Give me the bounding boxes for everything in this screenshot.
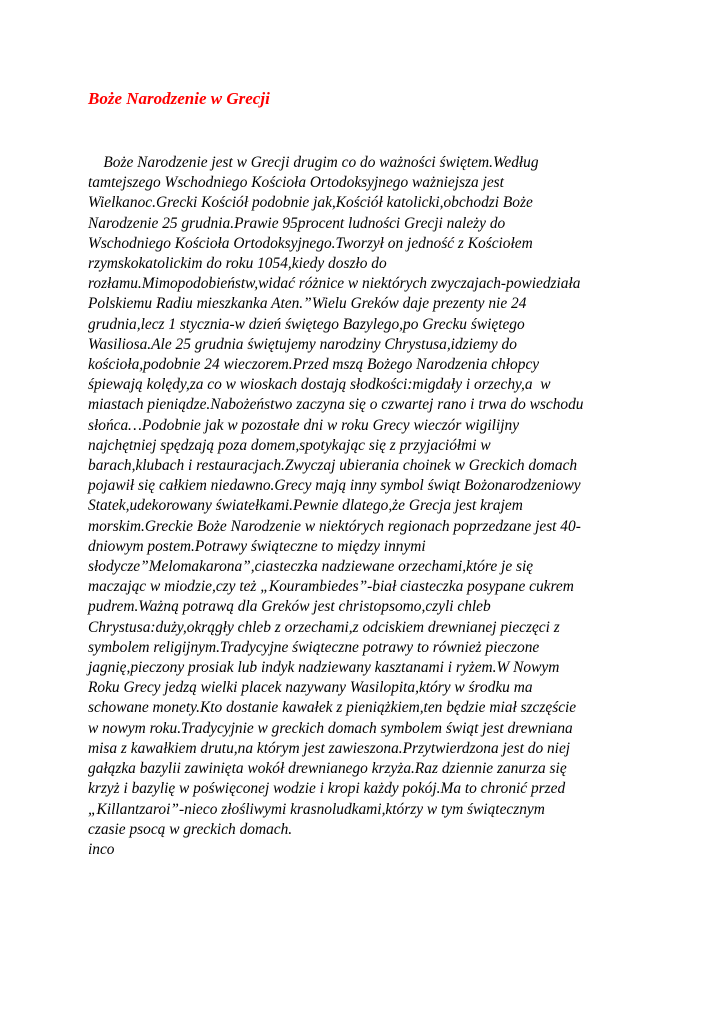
body-line: Roku Grecy jedzą wielki placek nazywany Wasilopita,który w środku ma [88, 679, 533, 697]
body-line: tamtejszego Wschodniego Kościoła Ortodoksyjnego ważniejsza jest [88, 174, 504, 192]
body-line: morskim.Greckie Boże Narodzenie w niektórych regionach poprzedzane jest 40- [88, 517, 581, 535]
author-signature: inco [88, 841, 115, 858]
body-line: jagnię,pieczony prosiak lub indyk nadziewany kasztanami i ryżem.W Nowym [88, 659, 560, 677]
body-line: rzymskokatolickim do roku 1054,kiedy doszło do [88, 255, 387, 273]
body-line: słodycze”Melomakarona”,ciasteczka nadziewane orzechami,które je się [88, 558, 534, 576]
body-line: słońca…Podobnie jak w pozostałe dni w roku Grecy wieczór wigilijny [88, 416, 520, 434]
body-line: grudnia,lecz 1 stycznia-w dzień świętego Bazylego,po Grecku świętego [88, 315, 525, 333]
body-line: maczając w miodzie,czy też „Kourambiedes”-biał ciasteczka posypane cukrem [88, 578, 574, 596]
body-line: rozłamu.Mimopodobieństw,widać różnice w niektórych zwyczajach-powiedziała [88, 275, 581, 293]
body-line: Narodzenie 25 grudnia.Prawie 95procent ludności Grecji należy do [88, 214, 506, 232]
body-line: gałązka bazylii zawinięta wokół drewnianego krzyża.Raz dziennie zanurza się [88, 760, 567, 778]
body-line: symbolem religijnym.Tradycyjne świąteczne potrawy to również pieczone [88, 638, 540, 656]
body-line: Statek,udekorowany światełkami.Pewnie dlatego,że Grecja jest krajem [88, 497, 523, 515]
body-line: w nowym roku.Tradycyjnie w greckich domach symbolem świąt jest drewniana [88, 719, 573, 737]
body-line: Polskiemu Radiu mieszkanka Aten.”Wielu Greków daje prezenty nie 24 [88, 295, 527, 313]
document-title: Boże Narodzenie w Grecji [88, 89, 270, 108]
body-line: najchętniej spędzają poza domem,spotykając się z przyjaciółmi w [88, 436, 491, 454]
body-line: kościoła,podobnie 24 wieczorem.Przed mszą Bożego Narodzenia chłopcy [88, 356, 540, 374]
body-line: dniowym postem.Potrawy świąteczne to między innymi [88, 537, 426, 555]
body-line: śpiewają kolędy,za co w wioskach dostają słodkości:migdały i orzechy,a w [88, 376, 551, 394]
body-line: schowane monety.Kto dostanie kawałek z pieniążkiem,ten będzie miał szczęście [88, 699, 577, 717]
body-line: barach,klubach i restauracjach.Zwyczaj ubierania choinek w Greckich domach [88, 457, 578, 475]
body-line: czasie psocą w greckich domach. [88, 820, 293, 838]
body-line: „Killantzaroi”-nieco złośliwymi krasnoludkami,którzy w tym świątecznym [88, 800, 545, 818]
body-line: misa z kawałkiem drutu,na którym jest zawieszona.Przytwierdzona jest do niej [88, 739, 571, 757]
body-line: pudrem.Ważną potrawą dla Greków jest christopsomo,czyli chleb [88, 598, 491, 616]
body-line: pojawił się całkiem niedawno.Grecy mają inny symbol świąt Bożonarodzeniowy [88, 477, 581, 495]
body-line: krzyż i bazylię w poświęconej wodzie i kropi każdy pokój.Ma to chronić przed [88, 780, 566, 798]
body-line: Boże Narodzenie jest w Grecji drugim co do ważności świętem.Według [88, 154, 539, 171]
body-line: miastach pieniądze.Nabożeństwo zaczyna się o czwartej rano i trwa do wschodu [88, 396, 584, 414]
body-line: Wschodniego Kościoła Ortodoksyjnego.Tworzył on jedność z Kościołem [88, 234, 533, 252]
body-line: Wasiliosa.Ale 25 grudnia świętujemy narodziny Chrystusa,idziemy do [88, 335, 517, 353]
body-line: Chrystusa:duży,okrągły chleb z orzechami,z odciskiem drewnianej pieczęci z [88, 618, 560, 636]
document-body [88, 153, 648, 840]
body-line: Wielkanoc.Grecki Kościół podobnie jak,Kościół katolicki,obchodzi Boże [88, 194, 533, 212]
